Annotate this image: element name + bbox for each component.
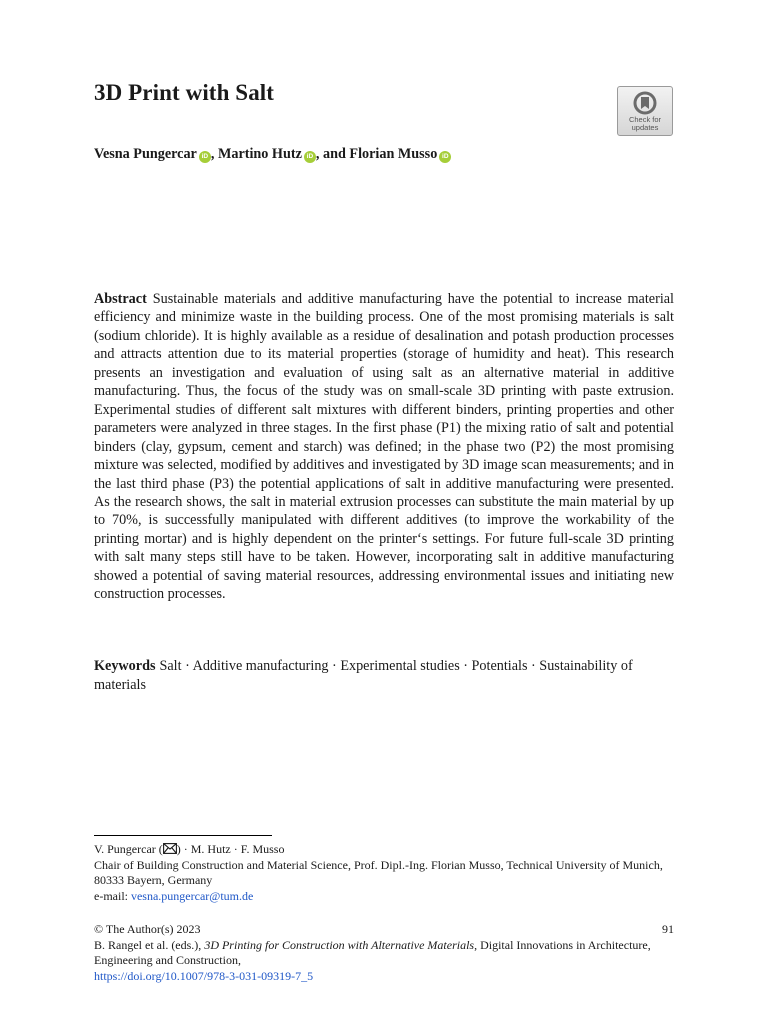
orcid-icon[interactable]: iD (439, 151, 451, 163)
doi-line (94, 969, 674, 985)
citation-line (94, 938, 674, 969)
abstract-label: Abstract (94, 291, 147, 307)
orcid-icon[interactable]: iD (304, 151, 316, 163)
author-name: Vesna Pungercar (94, 146, 197, 162)
author-name: Florian Musso (349, 146, 438, 162)
footnote-author-prefix: V. Pungercar ( (94, 842, 163, 856)
footnote-email-line (94, 889, 684, 905)
keywords-label: Keywords (94, 658, 156, 674)
envelope-icon[interactable] (163, 843, 177, 854)
orcid-icon[interactable]: iD (199, 151, 211, 163)
abstract-text: Sustainable materials and additive manufacturing have the potential to increase material efficiency and minimize waste in the building process. One of the most promising materials is salt (sodium chloride). It is highly available as a residue of desalination and potash production processes and attracts attention due to its material properties (storage of humidity and heat). This research presents an investigation and evaluation of using salt as an alternative material in additive manufacturing. Thus, the focus of the study was on small-scale 3D printing with paste extrusion. Experimental studies of different salt mixtures with different binders, printing properties and other parameters were analyzed in three stages. In the first phase (P1) the mixing ratio of salt and potential binders (clay, gypsum, cement and starch) was defined; in the phase two (P2) the most promising mixture was selected, modified by additives and investigated by 3D image scan measurements; and in the last third phase (P3) the potential applications of salt in additive manufacturing were presented. As the research shows, the salt in material extrusion processes can substitute the main material by up to 70%, is successfully manipulated with different additives (to improve the workability of the printing mortar) and is highly dependent on the printer‘s settings. For future full-scale 3D printing with salt many steps still have to be taken. However, incorporating salt in additive manufacturing showed a potential of saving material resources, addressing environmental issues and initiating new construction processes. (94, 291, 674, 603)
page-number: 91 (662, 922, 674, 936)
footnote-authors (94, 842, 684, 858)
footnote-divider (94, 835, 272, 836)
author-name: Martino Hutz (217, 146, 302, 162)
badge-line-2: updates (631, 123, 659, 132)
author-list (94, 146, 451, 163)
email-label: e-mail: (94, 888, 131, 903)
bookmark-refresh-icon (632, 91, 658, 115)
author-footnote (94, 842, 684, 904)
citation-book-title: 3D Printing for Construction with Alternative Materials (204, 937, 475, 952)
footnote-author-suffix: ) · M. Hutz · F. Musso (176, 842, 285, 856)
footnote-affiliation: Chair of Building Construction and Material Science, Prof. Dipl.-Ing. Florian Musso, Technical University of Munich, 80333 Bayern, Germany (94, 857, 663, 887)
badge-line-1: Check for (628, 115, 662, 124)
author-separator: , and (315, 146, 350, 162)
keywords (94, 657, 674, 694)
email-link[interactable]: vesna.pungercar@tum.de (130, 888, 254, 903)
citation-editors: B. Rangel et al. (eds.), (94, 937, 205, 952)
abstract (94, 290, 674, 604)
check-for-updates-badge[interactable] (617, 86, 673, 136)
copyright-line: © The Author(s) 2023 (94, 922, 201, 936)
check-for-updates-label (618, 116, 672, 132)
copyright-block (94, 922, 674, 984)
citation-series: , Digital Innovations in Architecture, Engineering and Construction, (94, 937, 651, 967)
keywords-text: Salt · Additive manufacturing · Experimental studies · Potentials · Sustainability of materials (94, 658, 633, 693)
author-separator: , (210, 146, 218, 162)
doi-link[interactable]: https://doi.org/10.1007/978-3-031-09319-7_5 (94, 968, 314, 983)
paper-title: 3D Print with Salt (94, 80, 275, 105)
